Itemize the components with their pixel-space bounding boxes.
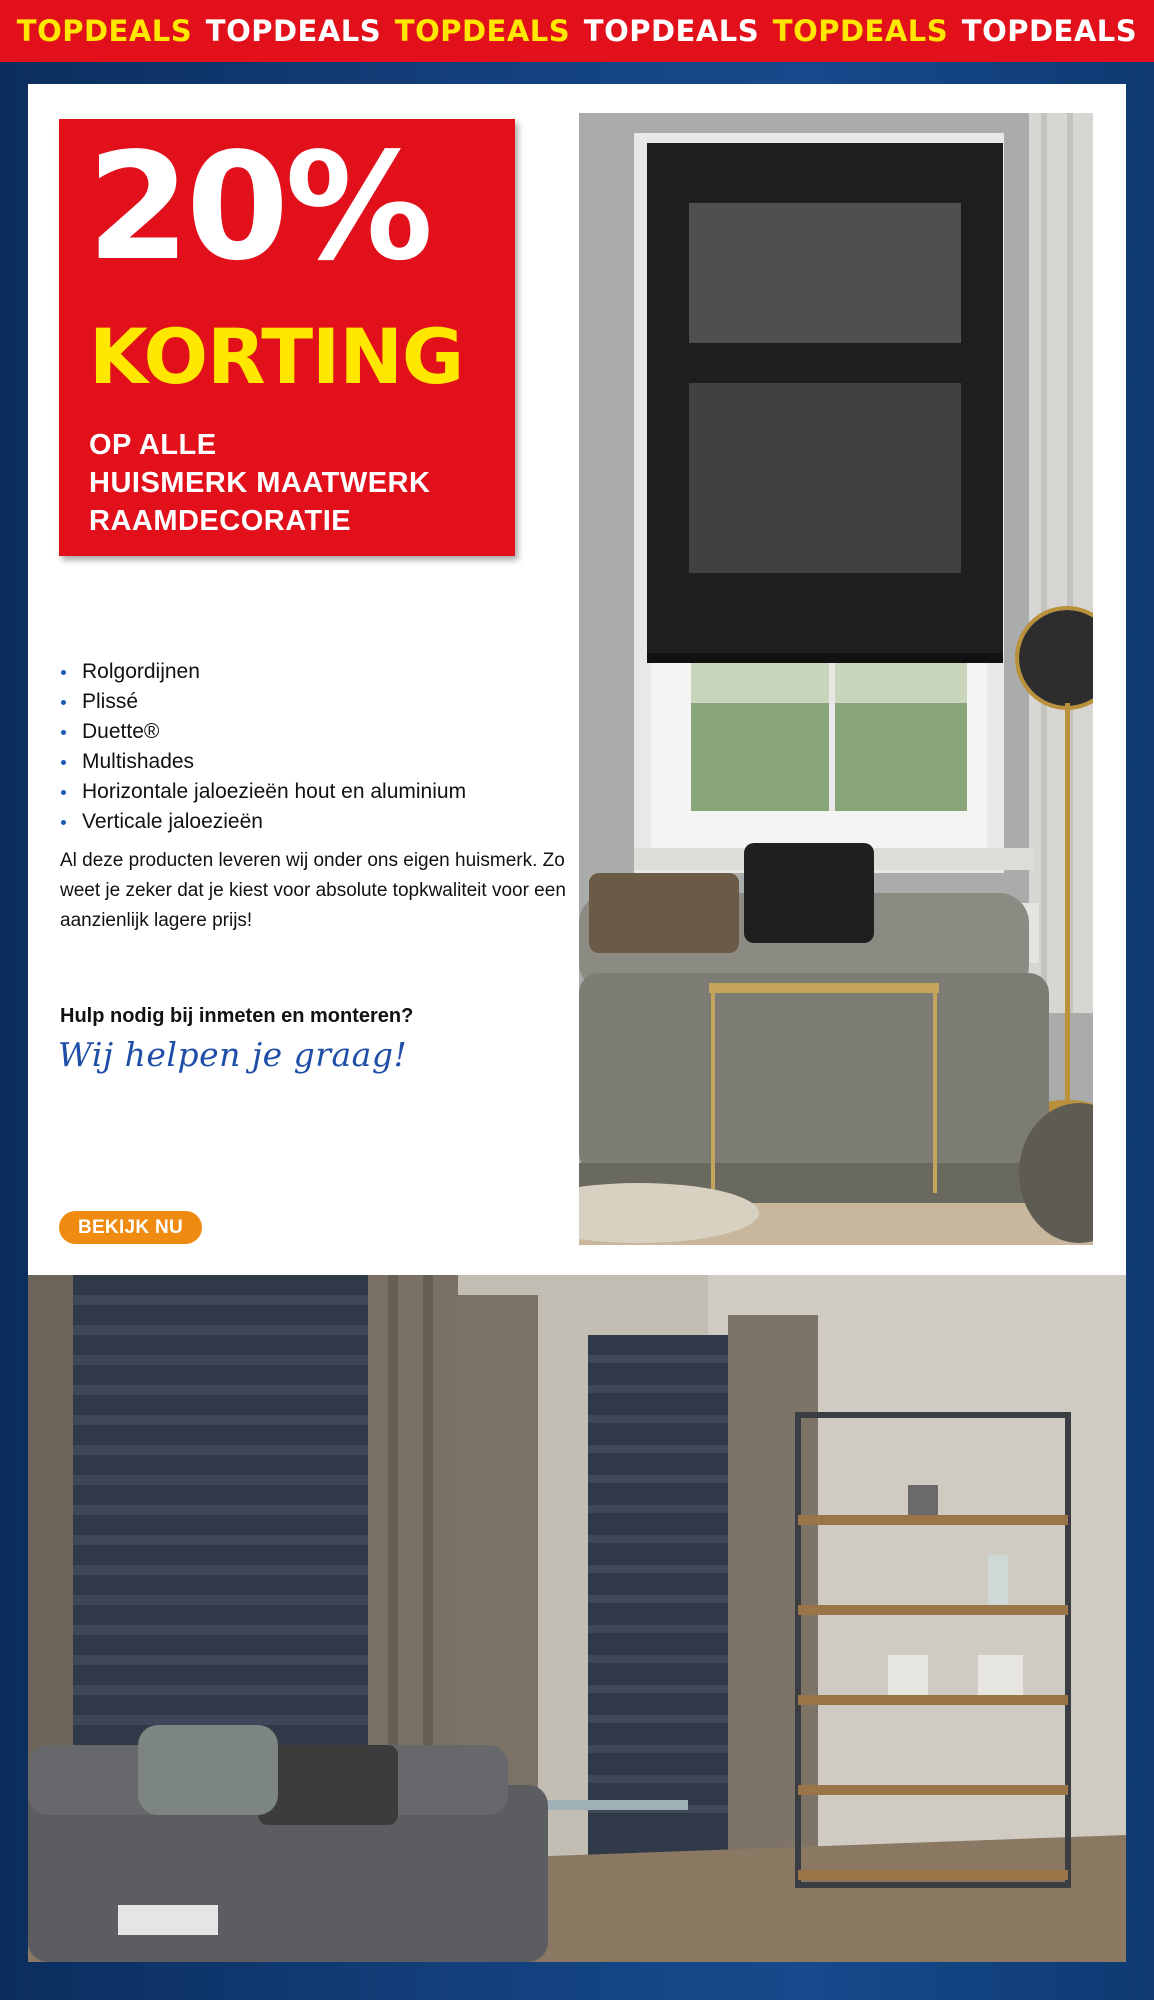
banner-item: TOPDEALS — [961, 14, 1138, 48]
discount-subline-2: HUISMERK MAATWERK — [89, 467, 431, 499]
discount-subline-1: OP ALLE — [89, 429, 217, 461]
discount-subline — [89, 426, 499, 540]
list-item: Rolgordijnen — [60, 657, 580, 687]
list-item: Duette® — [60, 717, 580, 747]
banner-item: TOPDEALS — [772, 14, 949, 48]
roller-blind-photo — [579, 113, 1093, 1245]
list-item: Multishades — [60, 747, 580, 777]
banner-item: TOPDEALS — [394, 14, 571, 48]
product-list — [60, 657, 580, 837]
discount-headline: KORTING — [89, 312, 464, 401]
help-question: Hulp nodig bij inmeten en monteren? — [60, 1005, 414, 1027]
topdeals-banner — [0, 0, 1154, 62]
discount-percentage: 20% — [87, 121, 430, 293]
list-item: Plissé — [60, 687, 580, 717]
banner-item: TOPDEALS — [205, 14, 382, 48]
list-item: Horizontale jaloezieën hout en aluminium — [60, 777, 580, 807]
list-item: Verticale jaloezieën — [60, 807, 580, 837]
discount-box — [59, 119, 515, 556]
banner-item: TOPDEALS — [16, 14, 193, 48]
discount-subline-3: RAAMDECORATIE — [89, 505, 352, 537]
description-text: Al deze producten leveren wij onder ons eigen huismerk. Zo weet je zeker dat je kiest voor absolute topkwaliteit voor een aanzienlijk lagere prijs! — [60, 850, 566, 931]
banner-item: TOPDEALS — [583, 14, 760, 48]
bekijk-nu-button[interactable]: BEKIJK NU — [59, 1211, 202, 1244]
help-answer: Wij helpen je graag! — [58, 1035, 408, 1074]
venetian-blinds-photo — [28, 1275, 1126, 1962]
